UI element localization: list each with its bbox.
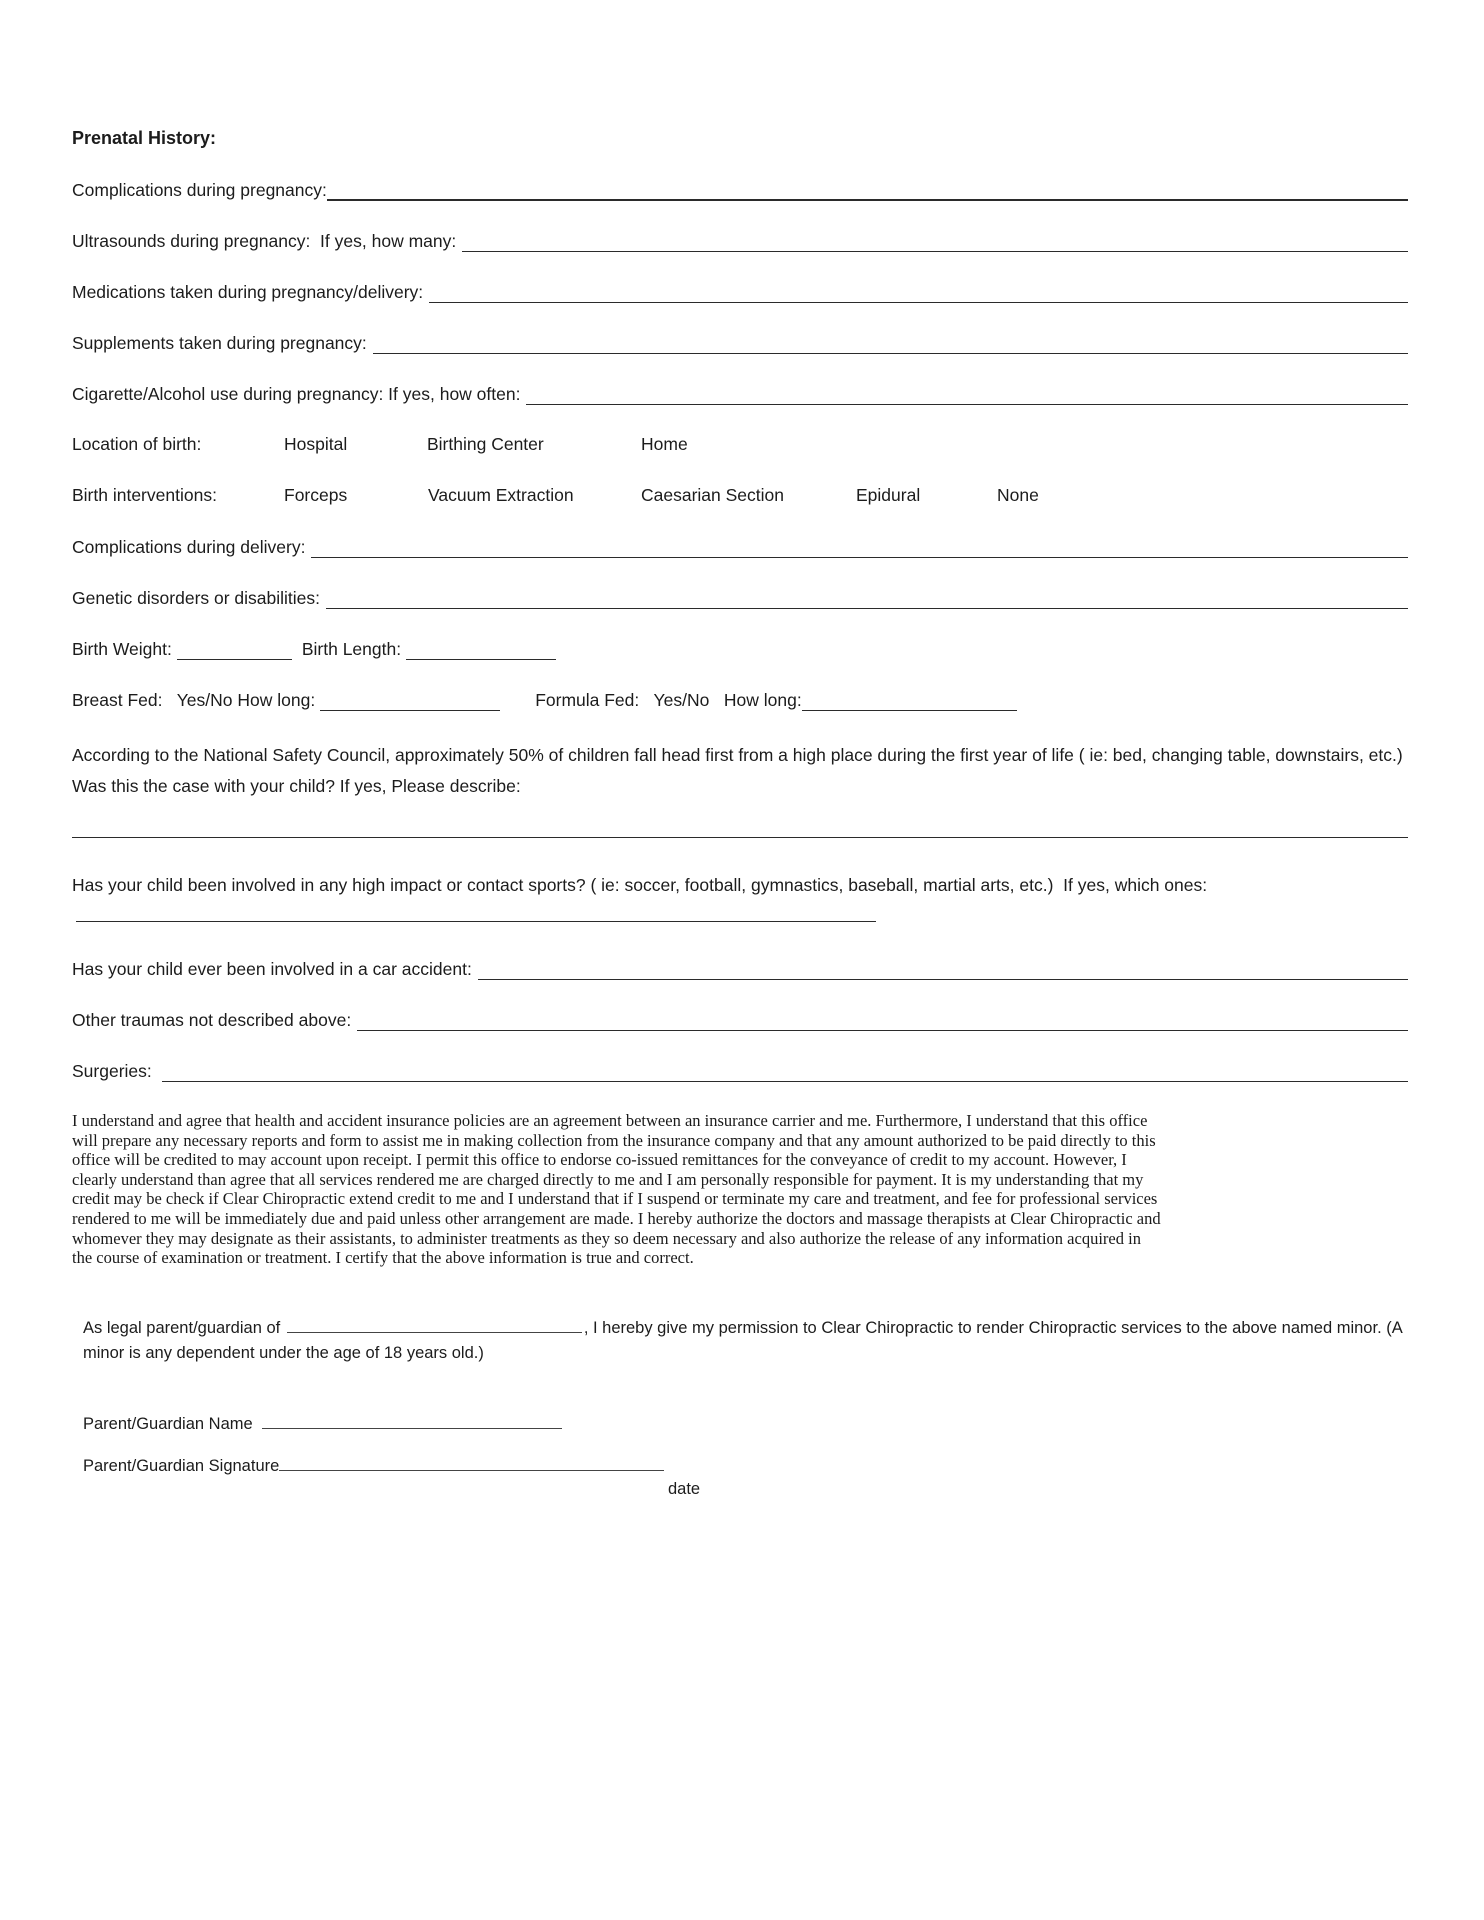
field-label-birth-weight: Birth Weight:	[72, 639, 172, 659]
field-other-traumas	[72, 1009, 1408, 1031]
guardian-name-label: Parent/Guardian Name	[83, 1414, 253, 1433]
field-location-of-birth	[72, 434, 1408, 456]
field-label: Complications during pregnancy:	[72, 180, 327, 200]
option-forceps: Forceps	[284, 485, 348, 505]
field-label: Supplements taken during pregnancy:	[72, 333, 367, 353]
blank-ultrasounds	[462, 232, 1408, 252]
field-cigarette-alcohol	[72, 383, 1408, 405]
consent-suffix: , I hereby give my permission to Clear Chiropractic to render Chiropractic services to the above named minor. (A minor is any dependent under the age of 18 years old.)	[83, 1318, 1402, 1362]
blank-formula-fed-how-long	[802, 691, 1017, 711]
field-complications-delivery	[72, 536, 1408, 558]
blank-medications	[429, 283, 1408, 303]
date-label: date	[668, 1479, 701, 1498]
section-heading: Prenatal History:	[72, 128, 217, 148]
field-label-formula-fed: Formula Fed: Yes/No How long:	[535, 690, 802, 710]
signature-block	[83, 1412, 1408, 1502]
blank-sports	[76, 902, 876, 922]
option-epidural: Epidural	[856, 485, 921, 505]
field-label-birth-length: Birth Length:	[301, 639, 402, 659]
option-home: Home	[641, 434, 688, 454]
field-contact-sports	[72, 870, 1408, 932]
field-label: Has your child ever been involved in a car accident:	[72, 959, 472, 979]
blank-guardian-signature	[279, 1454, 664, 1471]
blank-falls-describe	[72, 816, 1408, 838]
blank-other-traumas	[357, 1011, 1408, 1031]
field-complications-pregnancy	[72, 179, 1408, 201]
blank-birth-length	[406, 640, 556, 660]
blank-guardian-of	[287, 1316, 582, 1333]
field-car-accident	[72, 958, 1408, 980]
field-label: Genetic disorders or disabilities:	[72, 588, 321, 608]
field-genetic-disorders	[72, 587, 1408, 609]
guardian-name-row	[83, 1412, 1408, 1437]
blank-guardian-name	[262, 1412, 562, 1429]
field-label: Location of birth:	[72, 434, 202, 454]
field-ultrasounds	[72, 230, 1408, 252]
field-label: Has your child been involved in any high impact or contact sports? ( ie: soccer, football, gymnastics, baseball, martial arts, etc.) If yes, which ones:	[72, 875, 1208, 895]
field-label: Surgeries:	[72, 1061, 152, 1081]
guardian-signature-row	[83, 1454, 1408, 1479]
blank-car-accident	[478, 960, 1408, 980]
field-feeding	[72, 689, 1408, 711]
option-birthing-center: Birthing Center	[427, 434, 544, 454]
field-label-breast-fed: Breast Fed: Yes/No How long:	[72, 690, 316, 710]
consent-prefix: As legal parent/guardian of	[83, 1318, 281, 1337]
option-caesarian-section: Caesarian Section	[641, 485, 784, 505]
field-label: Cigarette/Alcohol use during pregnancy: If yes, how often:	[72, 384, 521, 404]
blank-birth-weight	[177, 640, 292, 660]
falls-question-paragraph: According to the National Safety Council, approximately 50% of children fall head first from a high place during the first year of life ( ie: bed, changing table, downstairs, etc.) Was this the case with your child? If yes, Please describe:	[72, 745, 1403, 796]
field-label: Ultrasounds during pregnancy: If yes, how many:	[72, 231, 457, 251]
field-surgeries	[72, 1060, 1408, 1082]
field-label: Medications taken during pregnancy/delivery:	[72, 282, 424, 302]
blank-complications-pregnancy	[327, 181, 1408, 201]
guardian-signature-label: Parent/Guardian Signature	[83, 1456, 280, 1475]
blank-complications-delivery	[311, 538, 1408, 558]
field-label: Other traumas not described above:	[72, 1010, 352, 1030]
blank-genetic-disorders	[326, 589, 1408, 609]
insurance-agreement-paragraph: I understand and agree that health and accident insurance policies are an agreement between an insurance carrier and me. Furthermore, I understand that this office will prepare any necessary reports and form to assist me in making collection from the insurance company and that any amount authorized to be paid directly to this office will be credited to may account upon receipt. I permit this office to endorse co-issued remittances for the conveyance of credit to my account. However, I clearly understand than agree that all services rendered me are charged directly to me and I am personally responsible for payment. It is my understanding that my credit may be check if Clear Chiropractic extend credit to me and I understand that if I suspend or terminate my care and treatment, and fee for professional services rendered to me will be immediately due and paid unless other arrangement are made. I hereby authorize the doctors and massage therapists at Clear Chiropractic and whomever they may designate as their assistants, to administer treatments as they so deem necessary and also authorize the release of any information acquired in the course of examination or treatment. I certify that the above information is true and correct.	[72, 1111, 1161, 1268]
field-label: Complications during delivery:	[72, 537, 306, 557]
option-none: None	[997, 485, 1039, 505]
consent-statement	[83, 1316, 1408, 1366]
field-label: Birth interventions:	[72, 485, 217, 505]
blank-breast-fed-how-long	[320, 691, 500, 711]
guardian-consent-section	[72, 1316, 1408, 1502]
blank-supplements	[373, 334, 1408, 354]
field-birth-weight-length	[72, 638, 1408, 660]
field-birth-interventions	[72, 485, 1408, 507]
field-medications	[72, 281, 1408, 303]
option-vacuum-extraction: Vacuum Extraction	[428, 485, 574, 505]
blank-cigarette-alcohol	[526, 385, 1408, 405]
option-hospital: Hospital	[284, 434, 348, 454]
field-supplements	[72, 332, 1408, 354]
blank-surgeries	[162, 1062, 1408, 1082]
